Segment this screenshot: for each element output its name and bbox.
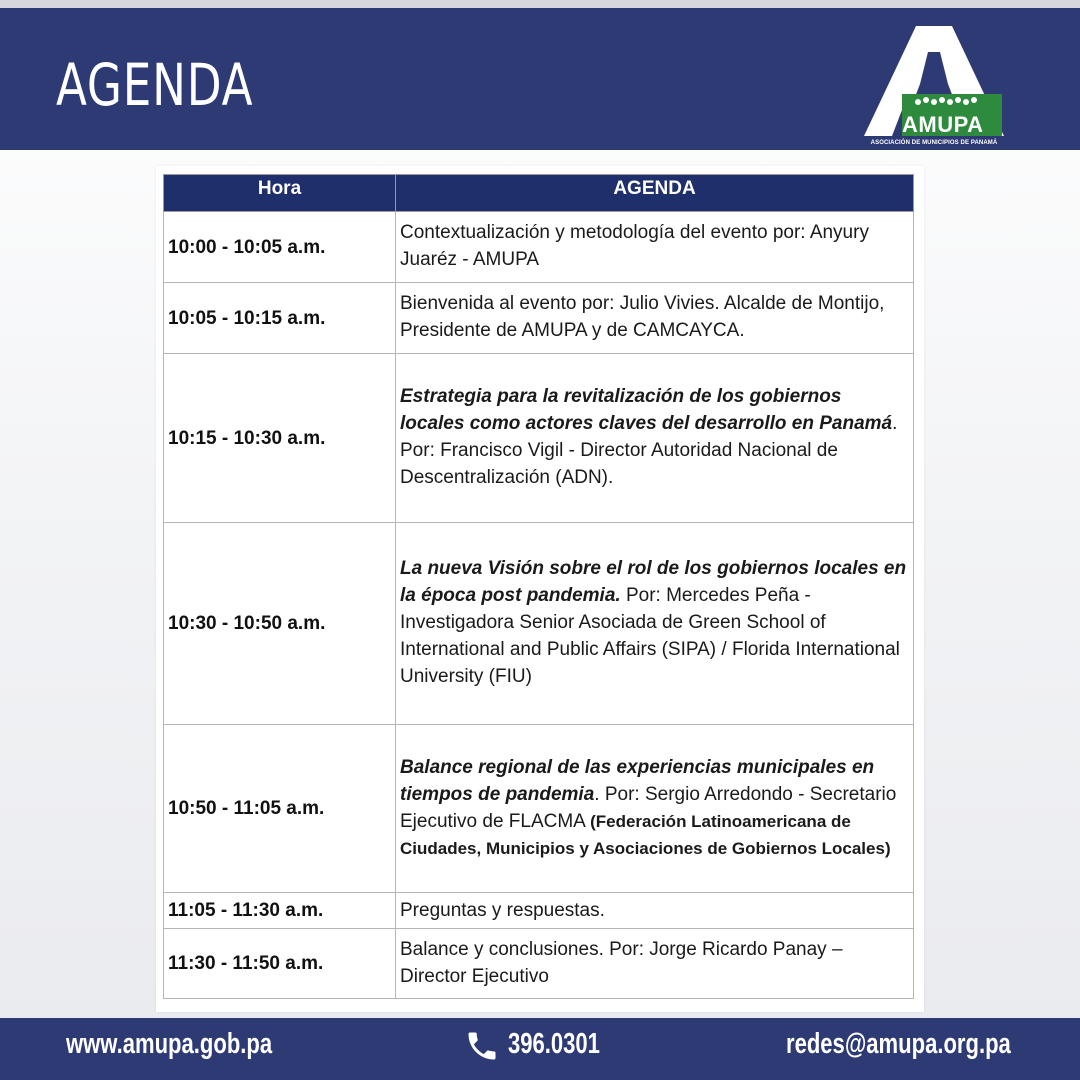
footer-phone[interactable]: 396.0301	[508, 1028, 600, 1060]
row-description	[396, 283, 914, 354]
row-time: 10:50 - 11:05 a.m.	[164, 725, 396, 893]
row-topic: La nueva Visión sobre el rol de los gobiernos locales en la época post pandemia.	[400, 558, 907, 606]
row-description	[396, 893, 914, 929]
row-time: 11:05 - 11:30 a.m.	[164, 893, 396, 929]
table-row	[164, 893, 914, 929]
row-time: 10:15 - 10:30 a.m.	[164, 354, 396, 523]
row-topic: Balance regional de las experiencias municipales en tiempos de pandemia	[400, 756, 875, 805]
agenda-table	[163, 174, 914, 999]
footer-website-link[interactable]: www.amupa.gob.pa	[66, 1028, 273, 1060]
row-description	[396, 354, 914, 523]
row-description	[396, 212, 914, 283]
row-time: 10:00 - 10:05 a.m.	[164, 212, 396, 283]
row-text: Preguntas y respuestas.	[400, 900, 605, 921]
table-row	[164, 929, 914, 999]
table-header-row	[164, 175, 914, 212]
table-row	[164, 725, 914, 893]
amupa-logo	[858, 22, 1010, 152]
agenda-table-card	[156, 166, 924, 1012]
row-time: 10:05 - 10:15 a.m.	[164, 283, 396, 354]
footer-bar	[0, 1018, 1080, 1080]
row-description	[396, 725, 914, 893]
column-header-agenda: AGENDA	[396, 175, 914, 212]
table-row	[164, 283, 914, 354]
logo-caption: ASOCIACIÓN DE MUNICIPIOS DE PANAMÁ	[870, 140, 998, 146]
row-time: 10:30 - 10:50 a.m.	[164, 523, 396, 725]
header-banner	[0, 8, 1080, 150]
row-description	[396, 929, 914, 999]
row-text: Balance y conclusiones. Por: Jorge Ricardo Panay – Director Ejecutivo	[400, 938, 843, 987]
row-text: Contextualización y metodología del evento por: Anyury Juaréz - AMUPA	[400, 222, 869, 270]
row-text: . Por: Sergio Arredondo - Secretario Ejecutivo de FLACMA	[400, 783, 897, 832]
row-text: . Por: Francisco Vigil - Director Autoridad Nacional de Descentralización (ADN).	[400, 413, 898, 488]
table-row	[164, 354, 914, 523]
page-title: AGENDA	[56, 51, 254, 119]
row-time: 11:30 - 11:50 a.m.	[164, 929, 396, 999]
phone-icon	[464, 1026, 500, 1066]
table-row	[164, 212, 914, 283]
footer-email-link[interactable]: redes@amupa.org.pa	[786, 1028, 1011, 1060]
column-header-hora: Hora	[164, 175, 396, 212]
logo-wordmark: AMUPA	[902, 112, 984, 137]
row-topic: Estrategia para la revitalización de los gobiernos locales como actores claves del desarrollo en Panamá	[400, 386, 893, 434]
row-description	[396, 523, 914, 725]
table-row	[164, 523, 914, 725]
row-text-small: (Federación Latinoamericana de Ciudades, Municipios y Asociaciones de Gobiernos Locales)	[400, 811, 891, 858]
row-text: Bienvenida al evento por: Julio Vivies. Alcalde de Montijo, Presidente de AMUPA y de CAMCAYCA.	[400, 293, 885, 341]
top-strip	[0, 0, 1080, 8]
row-text: Por: Mercedes Peña - Investigadora Senior Asociada de Green School of International and Public Affairs (SIPA) / Florida International University (FIU)	[400, 585, 900, 687]
